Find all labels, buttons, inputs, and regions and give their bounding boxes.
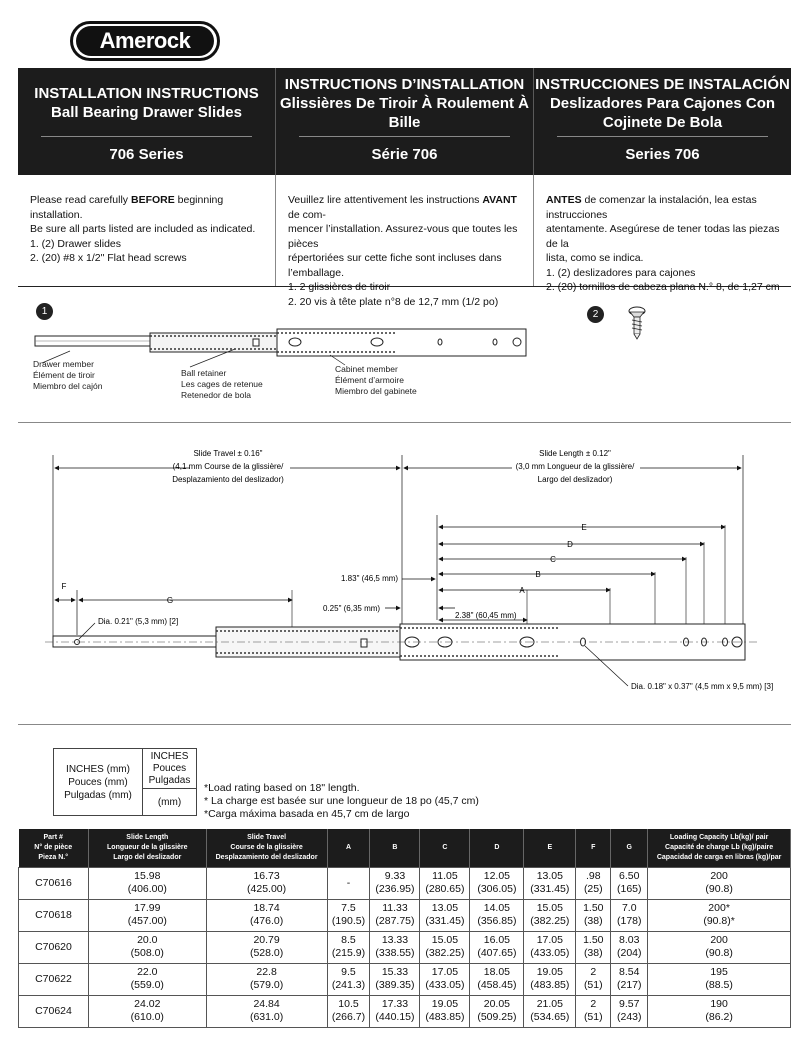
header-series: Série 706 xyxy=(371,146,438,163)
header-rule xyxy=(557,136,768,137)
units-label: (mm) xyxy=(157,796,182,808)
value-inches: 190 xyxy=(710,998,728,1010)
load-capacity-header xyxy=(648,829,791,867)
value-inches: 22.8 xyxy=(256,966,277,978)
header-line: Capacité de charge Lb (kg)/paire xyxy=(665,843,774,851)
label-line: Élément d’armoire xyxy=(335,375,404,385)
parts-list-item: 1. (2) deslizadores para cajones xyxy=(546,266,696,279)
value-mm: (433.05) xyxy=(530,947,570,959)
dim-a-cell xyxy=(327,931,370,963)
intro-spanish xyxy=(533,175,791,293)
value-inches: 12.05 xyxy=(483,870,511,882)
units-label: Pouces xyxy=(152,762,187,774)
value-inches: 24.84 xyxy=(253,998,280,1010)
dim-g-header xyxy=(611,829,648,867)
value-mm: (331.45) xyxy=(425,915,465,927)
header-line: Pieza N.° xyxy=(38,853,69,861)
header-spanish xyxy=(533,68,791,175)
header-title: INSTRUCCIONES DE INSTALACIÓN xyxy=(535,75,790,93)
intro-section xyxy=(18,175,791,308)
drawer-member-label xyxy=(33,359,102,392)
header-line: Slide Length xyxy=(126,833,169,841)
header-rule xyxy=(41,136,252,137)
note-line: *Carga máxima basada en 45,7 cm de largo xyxy=(204,808,410,820)
label-line: Retenedor de bola xyxy=(181,390,251,400)
section-divider xyxy=(18,724,791,725)
load-capacity-cell xyxy=(648,899,791,931)
value-inches: 15.05 xyxy=(431,934,459,946)
dim-a-cell xyxy=(327,867,370,899)
header-line: Loading Capacity Lb(kg)/ pair xyxy=(669,833,769,841)
dim-c-cell xyxy=(420,931,470,963)
dim-a-cell xyxy=(327,995,370,1027)
dim-g-cell xyxy=(611,899,648,931)
value-mm: (217) xyxy=(616,979,642,991)
value-mm: (610.0) xyxy=(130,1011,164,1023)
value-mm: (559.0) xyxy=(130,979,164,991)
value-mm: (215.9) xyxy=(331,947,366,959)
dim-f-cell xyxy=(576,963,611,995)
dim-b-label: B xyxy=(535,570,541,579)
value-mm: (86.2) xyxy=(705,1011,733,1023)
specifications-table xyxy=(18,829,791,1028)
value-inches: - xyxy=(346,876,351,889)
slide-length-cell xyxy=(88,931,206,963)
dim-238-label: 2.38" (60,45 mm) xyxy=(455,611,517,620)
value-inches: .98 xyxy=(585,870,601,882)
intro-emphasis: ANTES xyxy=(546,194,582,206)
slide-travel-header xyxy=(206,829,327,867)
value-mm: (287.75) xyxy=(375,915,415,927)
slide-length-label: Slide Length ± 0.12" xyxy=(539,449,611,458)
value-mm: (190.5) xyxy=(331,915,366,927)
value-inches: 200 xyxy=(710,870,728,882)
value-mm: (90.8) xyxy=(705,947,733,959)
units-label: INCHES xyxy=(150,750,189,762)
value-inches: 8.5 xyxy=(341,934,356,946)
header-series: Series 706 xyxy=(625,146,700,163)
value-inches: 9.33 xyxy=(384,870,406,882)
value-inches: 9.5 xyxy=(341,966,356,978)
section-divider xyxy=(18,422,791,423)
header-subtitle: Glissières De Tiroir À Roulement À Bille xyxy=(280,94,529,131)
value-inches: 10.5 xyxy=(338,998,359,1010)
value-inches: 16.05 xyxy=(483,934,511,946)
load-capacity-cell xyxy=(648,963,791,995)
load-capacity-cell xyxy=(648,995,791,1027)
dim-f-cell xyxy=(576,867,611,899)
header-line: Slide Travel xyxy=(247,833,287,841)
dim-a-label: A xyxy=(519,586,525,595)
slide-travel-label: (4,1 mm Course de la glissière/ xyxy=(172,462,284,471)
part-number-cell: C70618 xyxy=(19,899,89,931)
table-row xyxy=(19,995,791,1027)
header-french xyxy=(275,68,533,175)
value-inches: 14.05 xyxy=(483,902,511,914)
intro-text: Please read carefully xyxy=(30,194,131,206)
dim-b-header xyxy=(370,829,420,867)
value-inches: 13.05 xyxy=(536,870,563,882)
intro-text: beginning installation. xyxy=(30,194,224,221)
value-inches: 20.79 xyxy=(253,934,280,946)
table-row xyxy=(19,963,791,995)
value-inches: 15.98 xyxy=(134,870,161,882)
ball-retainer-part xyxy=(150,333,278,352)
header-line: Longueur de la glissière xyxy=(107,843,188,851)
dim-f-cell xyxy=(576,931,611,963)
value-mm: (165) xyxy=(616,883,642,895)
dim-b-cell xyxy=(370,963,420,995)
part-number-cell: C70622 xyxy=(19,963,89,995)
units-label: Pulgadas xyxy=(148,774,191,786)
value-mm: (88.5) xyxy=(705,979,733,991)
slide-length-cell xyxy=(88,867,206,899)
load-capacity-cell xyxy=(648,867,791,899)
value-mm: (241.3) xyxy=(331,979,366,991)
dim-183-label: 1.83" (46,5 mm) xyxy=(341,574,399,583)
load-notes xyxy=(204,782,479,821)
value-mm: (38) xyxy=(583,947,603,959)
intro-text: mencer l’installation. Assurez-vous que toutes les pièces xyxy=(288,223,518,250)
label-line: Drawer member xyxy=(33,359,94,369)
header-line: Largo del deslizador xyxy=(113,853,182,861)
label-line: Les cages de retenue xyxy=(181,379,263,389)
value-mm: (425.00) xyxy=(247,883,287,895)
dim-f-header xyxy=(576,829,611,867)
dim-d-cell xyxy=(470,931,524,963)
dim-b-cell xyxy=(370,931,420,963)
amerock-logo xyxy=(70,21,220,61)
value-mm: (356.85) xyxy=(477,915,517,927)
dim-a-header xyxy=(327,829,370,867)
dim-025-label: 0.25" (6,35 mm) xyxy=(323,604,381,613)
value-inches: 11.05 xyxy=(432,870,458,882)
units-legend xyxy=(53,748,197,816)
value-inches: 22.0 xyxy=(137,966,158,978)
dim-e-cell xyxy=(524,963,576,995)
note-line: *Load rating based on 18" length. xyxy=(204,782,360,794)
value-mm: (528.0) xyxy=(249,947,284,959)
header-title: INSTALLATION INSTRUCTIONS xyxy=(34,85,259,102)
label-line: Miembro del gabinete xyxy=(335,386,417,396)
parts-list-item: 2. (20) tornillos de cabeza plana N.° 8, de 1,27 cm xyxy=(546,281,780,293)
dim-f-label: F xyxy=(61,582,67,591)
header-english xyxy=(18,68,275,175)
value-inches: 17.99 xyxy=(134,902,161,914)
dim-b-cell xyxy=(370,995,420,1027)
header-line: D xyxy=(494,843,500,851)
value-mm: (483.85) xyxy=(425,1011,465,1023)
value-mm: (51) xyxy=(583,979,603,991)
dim-f-cell xyxy=(576,899,611,931)
dim-c-cell xyxy=(420,995,470,1027)
ball-retainer-label xyxy=(181,368,263,401)
dim-d-cell xyxy=(470,995,524,1027)
header-line: Part # xyxy=(43,833,63,841)
cabinet-member-label xyxy=(335,364,417,397)
label-line: Miembro del cajón xyxy=(33,381,103,391)
dim-c-cell xyxy=(420,899,470,931)
header-series: 706 Series xyxy=(109,146,184,163)
slide-travel-label: Slide Travel ± 0.16" xyxy=(193,449,263,458)
value-inches: 13.33 xyxy=(381,934,409,946)
load-capacity-cell xyxy=(648,931,791,963)
slide-assembly-drawing xyxy=(45,624,760,660)
value-inches: 195 xyxy=(710,966,728,978)
table-row xyxy=(19,867,791,899)
value-inches: 200 xyxy=(710,934,728,946)
note-line: * La charge est basée sur une longueur de 18 po (45,7 cm) xyxy=(204,795,479,807)
intro-text: de comenzar la instalación, lea estas instrucciones xyxy=(546,194,757,221)
value-mm: (508.0) xyxy=(130,947,164,959)
value-inches: 11.33 xyxy=(382,902,408,914)
header-line: N° de pièce xyxy=(34,843,73,851)
dim-f-cell xyxy=(576,995,611,1027)
value-inches: 8.03 xyxy=(619,934,640,946)
intro-emphasis: AVANT xyxy=(482,194,517,206)
value-inches: 18.74 xyxy=(253,902,280,914)
value-mm: (25) xyxy=(583,883,603,895)
label-line: Cabinet member xyxy=(335,364,398,374)
value-inches: 200* xyxy=(708,902,730,914)
value-inches: 2 xyxy=(590,966,597,978)
table-row xyxy=(19,899,791,931)
value-mm: (458.45) xyxy=(477,979,517,991)
value-mm: (338.55) xyxy=(375,947,415,959)
value-inches: 1.50 xyxy=(583,902,604,914)
value-inches: 16.73 xyxy=(253,870,280,882)
value-mm: (178) xyxy=(616,915,642,927)
value-inches: 24.02 xyxy=(134,998,161,1010)
value-mm: (631.0) xyxy=(249,1011,284,1023)
value-mm: (407.65) xyxy=(477,947,517,959)
value-mm: (306.05) xyxy=(477,883,517,895)
dim-g-cell xyxy=(611,867,648,899)
value-inches: 18.05 xyxy=(483,966,511,978)
label-line: Ball retainer xyxy=(181,368,227,378)
header-line: Course de la glissière xyxy=(230,843,303,851)
dim-a-cell xyxy=(327,963,370,995)
header-subtitle: Ball Bearing Drawer Slides xyxy=(51,104,242,121)
step-2-badge: 2 xyxy=(587,306,604,323)
table-body xyxy=(19,867,791,1027)
slide-length-cell xyxy=(88,899,206,931)
dim-d-cell xyxy=(470,899,524,931)
value-mm: (389.35) xyxy=(375,979,415,991)
value-inches: 7.5 xyxy=(341,902,356,914)
dim-c-cell xyxy=(420,867,470,899)
dim-d-cell xyxy=(470,963,524,995)
dim-d-header xyxy=(470,829,524,867)
intro-text: répertoriées sur cette fiche sont incluses dans l’emballage. xyxy=(288,252,502,279)
dim-d-cell xyxy=(470,867,524,899)
header-rule xyxy=(299,136,510,137)
dim-c-cell xyxy=(420,963,470,995)
flat-head-screw-icon xyxy=(629,307,645,339)
value-mm: (483.85) xyxy=(530,979,570,991)
value-mm: (433.05) xyxy=(425,979,465,991)
slide-travel-cell xyxy=(206,867,327,899)
value-mm: (280.65) xyxy=(425,883,465,895)
value-mm: (204) xyxy=(616,947,642,959)
slide-length-header xyxy=(88,829,206,867)
value-inches: 17.33 xyxy=(381,998,409,1010)
parts-list-item: 1. 2 glissières de tiroir xyxy=(288,281,391,293)
slide-travel-label: Desplazamiento del deslizador) xyxy=(172,475,284,484)
intro-text: de com- xyxy=(288,208,326,221)
table-header-row xyxy=(19,829,791,867)
value-mm: (382.25) xyxy=(530,915,570,927)
value-mm: (236.95) xyxy=(375,883,415,895)
slot-018-label: Dia. 0.18" x 0.37" (4,5 mm x 9,5 mm) [3] xyxy=(631,682,774,691)
slide-length-cell xyxy=(88,963,206,995)
value-mm: (90.8) xyxy=(705,883,733,895)
part-number-cell: C70624 xyxy=(19,995,89,1027)
slide-travel-cell xyxy=(206,899,327,931)
value-mm: (266.7) xyxy=(331,1011,366,1023)
intro-text: lista, como se indica. xyxy=(546,252,644,264)
parts-list-item: 2. 20 vis à tête plate n°8 de 12,7 mm (1/2 po) xyxy=(288,295,499,308)
value-inches: 21.05 xyxy=(536,998,563,1010)
header-band xyxy=(18,68,791,175)
slide-length-cell xyxy=(88,995,206,1027)
hole-021-label: Dia. 0.21" (5,3 mm) [2] xyxy=(98,617,179,626)
intro-french xyxy=(275,175,533,308)
value-inches: 19.05 xyxy=(431,998,459,1010)
dim-g-cell xyxy=(611,963,648,995)
header-subtitle-line2: Cojinete De Bola xyxy=(602,113,723,131)
header-subtitle: Deslizadores Para Cajones Con xyxy=(549,94,776,112)
dim-g-cell xyxy=(611,995,648,1027)
value-mm: (476.0) xyxy=(249,915,284,927)
dim-a-cell xyxy=(327,899,370,931)
part-number-cell: C70620 xyxy=(19,931,89,963)
value-inches: 13.05 xyxy=(431,902,459,914)
slide-travel-cell xyxy=(206,963,327,995)
intro-emphasis: BEFORE xyxy=(130,194,175,206)
value-inches: 19.05 xyxy=(536,966,563,978)
cabinet-member-slide xyxy=(277,329,526,356)
logo-text: Amerock xyxy=(76,26,214,56)
value-inches: 17.05 xyxy=(536,934,563,946)
slide-length-label: (3,0 mm Longueur de la glissière/ xyxy=(515,462,635,471)
value-mm: (331.45) xyxy=(530,883,570,895)
header-line: A xyxy=(345,843,352,851)
header-line: B xyxy=(392,843,398,851)
step-1-badge: 1 xyxy=(36,303,53,320)
header-line: F xyxy=(591,843,596,851)
dim-e-cell xyxy=(524,931,576,963)
dim-b-cell xyxy=(370,899,420,931)
parts-list-item: 2. (20) #8 x 1/2" Flat head screws xyxy=(30,252,187,264)
dim-g-label: G xyxy=(166,596,174,605)
intro-text: Veuillez lire attentivement les instructions xyxy=(288,194,483,206)
dim-c-header xyxy=(420,829,470,867)
header-line: G xyxy=(626,843,632,851)
header-line: C xyxy=(442,843,448,851)
dim-e-cell xyxy=(524,899,576,931)
label-line: Élément de tiroir xyxy=(33,370,95,380)
value-mm: (243) xyxy=(616,1011,642,1023)
dim-d-label: D xyxy=(567,540,573,549)
value-inches: 20.0 xyxy=(137,934,158,946)
value-inches: 15.33 xyxy=(381,966,409,978)
value-inches: 2 xyxy=(590,998,597,1010)
dim-c-label: C xyxy=(550,555,556,564)
part-number-header xyxy=(19,829,89,867)
value-mm: (382.25) xyxy=(425,947,465,959)
dim-b-cell xyxy=(370,867,420,899)
table-row xyxy=(19,931,791,963)
slide-travel-cell xyxy=(206,931,327,963)
value-mm: (51) xyxy=(583,1011,603,1023)
dim-e-label: E xyxy=(581,523,587,532)
value-mm: (38) xyxy=(583,915,603,927)
value-mm: (534.65) xyxy=(530,1011,570,1023)
header-title: INSTRUCTIONS D’INSTALLATION xyxy=(284,75,525,93)
parts-list-item: 1. (2) Drawer slides xyxy=(30,237,122,250)
value-inches: 6.50 xyxy=(619,870,640,882)
dim-e-cell xyxy=(524,995,576,1027)
dimension-diagram xyxy=(0,440,808,710)
value-inches: 20.05 xyxy=(483,998,511,1010)
value-inches: 17.05 xyxy=(431,966,459,978)
value-inches: 9.57 xyxy=(619,998,640,1010)
units-label: Pulgadas (mm) xyxy=(64,789,132,801)
dim-g-cell xyxy=(611,931,648,963)
value-inches: 15.05 xyxy=(536,902,563,914)
value-inches: 8.54 xyxy=(619,966,640,978)
intro-text: atentamente. Asegúrese de tener todas las piezas de la xyxy=(546,223,780,250)
intro-text: Be sure all parts listed are included as indicated. xyxy=(30,223,256,235)
header-line: E xyxy=(547,843,553,851)
value-mm: (406.00) xyxy=(127,883,167,895)
dim-e-cell xyxy=(524,867,576,899)
value-mm: (457.00) xyxy=(127,915,167,927)
slide-length-label: Largo del deslizador) xyxy=(537,475,613,484)
value-mm: (509.25) xyxy=(477,1011,517,1023)
part-number-cell: C70616 xyxy=(19,867,89,899)
header-line: Capacidad de carga en libras (kg)/par xyxy=(656,853,782,861)
units-label: Pouces (mm) xyxy=(68,776,128,788)
value-inches: 1.50 xyxy=(583,934,604,946)
units-label: INCHES (mm) xyxy=(66,763,130,775)
value-inches: 7.0 xyxy=(621,902,637,914)
header-line: Desplazamiento del deslizador xyxy=(215,853,318,861)
slide-travel-cell xyxy=(206,995,327,1027)
value-mm: (579.0) xyxy=(249,979,284,991)
value-mm: (440.15) xyxy=(375,1011,415,1023)
dim-e-header xyxy=(524,829,576,867)
intro-english xyxy=(18,175,275,286)
value-mm: (90.8)* xyxy=(703,915,735,927)
